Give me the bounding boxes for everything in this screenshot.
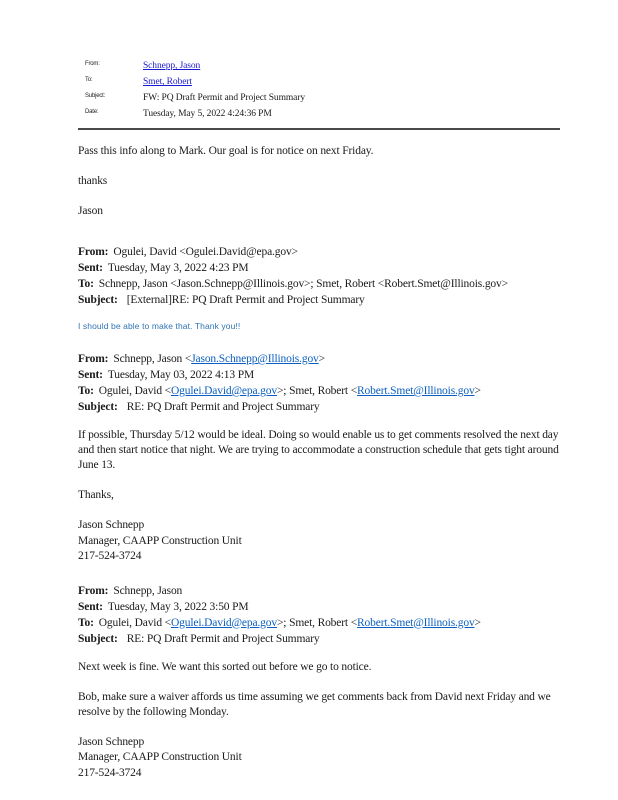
quoted-3-to-label: To: [78,616,94,629]
meta-subject-label: Subject: [85,92,106,99]
quoted-2-signature [78,518,560,565]
header-divider [78,128,560,130]
quoted-1-subject-line [78,292,560,308]
email-body [78,144,560,781]
quoted-3-sent-label: Sent: [78,600,103,613]
quoted-2-sent-value: Tuesday, May 03, 2022 4:13 PM [107,369,255,381]
meta-to-link[interactable]: Smet, Robert [143,77,192,87]
quoted-2-subject-line [78,399,560,415]
quoted-3-to-post: > [474,616,481,629]
signature-name: Jason Schnepp [78,519,145,531]
quoted-3-sent-value: Tuesday, May 3, 2022 3:50 PM [107,600,249,613]
quoted-3-to-mid: >; Smet, Robert < [276,616,358,629]
quoted-3-from-line [78,583,560,599]
quoted-3-to-email-link-2[interactable]: Robert.Smet@Illinois.gov [357,616,475,629]
quoted-1-to-line [78,276,560,292]
quoted-3-from-label: From: [78,584,109,597]
quoted-2-body-paragraph: If possible, Thursday 5/12 would be ideal. Doing so would enable us to get comments resolved the next day and then start notice that night. We are trying to accommodate a construction schedule that gets tight around June 13. [78,429,559,471]
quoted-1-to-value: Schnepp, Jason <Jason.Schnepp@Illinois.gov>; Smet, Robert <Robert.Smet@Illinois.gov> [98,278,508,290]
top-message-paragraph: Pass this info along to Mark. Our goal is for notice on next Friday. [78,145,374,157]
quoted-2-from-label: From: [78,353,109,365]
meta-from-link[interactable]: Schnepp, Jason [143,61,201,71]
quoted-1-subject-label: Subject: [78,294,118,306]
quoted-2-to-pre: Ogulei, David < [98,385,172,397]
quoted-3-body-paragraph-1: Next week is fine. We want this sorted out before we go to notice. [78,660,372,673]
quoted-2-sent-line [78,367,560,383]
quoted-1-from-line [78,244,560,260]
meta-row-to [85,73,560,89]
quoted-2-from-post: > [318,353,325,365]
meta-row-from [85,57,560,73]
quoted-header-2 [78,351,560,415]
quoted-3-to-email-link-1[interactable]: Ogulei.David@epa.gov [171,616,277,629]
signature-phone: 217-524-3724 [78,550,142,562]
quoted-3-subject-label: Subject: [78,632,118,645]
quoted-header-3 [78,583,560,647]
quoted-3-to-line [78,615,560,631]
quoted-3-body-paragraph-2: Bob, make sure a waiver affords us time assuming we get comments back from David next Friday and we resolve by the following Monday. [78,690,551,718]
quoted-2-from-pre: Schnepp, Jason < [113,353,192,365]
quoted-2-to-line [78,383,560,399]
quoted-2-to-post: > [474,385,481,397]
meta-row-subject [85,89,560,105]
quoted-3-subject-line [78,631,560,647]
quoted-2-to-label: To: [78,385,94,397]
meta-subject-value: FW: PQ Draft Permit and Project Summary [143,93,305,103]
quoted-1-sent-value: Tuesday, May 3, 2022 4:23 PM [107,262,249,274]
meta-date-label: Date: [85,108,99,115]
quoted-2-subject-label: Subject: [78,401,118,413]
quoted-2-to-mid: >; Smet, Robert < [276,385,358,397]
signature-name: Jason Schnepp [78,735,145,748]
meta-date-value: Tuesday, May 5, 2022 4:24:36 PM [143,109,272,119]
quoted-1-to-label: To: [78,278,94,290]
signature-phone: 217-524-3724 [78,766,142,779]
email-meta-header [85,57,560,121]
quoted-3-sent-line [78,599,560,615]
signature-title: Manager, CAAPP Construction Unit [78,751,242,763]
quoted-2-to-email-link-2[interactable]: Robert.Smet@Illinois.gov [357,385,475,397]
meta-row-date [85,105,560,121]
meta-from-label: From: [85,60,100,67]
quoted-3-to-pre: Ogulei, David < [98,616,172,629]
top-message-signoff: Jason [78,205,103,217]
quoted-1-sent-label: Sent: [78,262,103,274]
quoted-2-thanks: Thanks, [78,489,114,501]
quoted-2-sent-label: Sent: [78,369,103,381]
signature-title: Manager, CAAPP Construction Unit [78,534,242,547]
quoted-1-from-value: Ogulei, David <Ogulei.David@epa.gov> [113,246,298,258]
top-message-thanks: thanks [78,175,108,187]
quoted-3-subject-value: RE: PQ Draft Permit and Project Summary [126,632,320,645]
quoted-2-to-email-link-1[interactable]: Ogulei.David@epa.gov [171,385,277,397]
quoted-3-from-value: Schnepp, Jason [113,584,183,597]
quoted-3-signature [78,735,560,782]
quoted-1-sent-line [78,260,560,276]
quoted-header-1 [78,244,560,308]
quoted-1-body: I should be able to make that. Thank you!! [78,321,241,331]
quoted-2-from-line [78,351,560,367]
quoted-2-subject-value: RE: PQ Draft Permit and Project Summary [126,401,320,413]
quoted-1-from-label: From: [78,246,109,258]
meta-to-label: To: [85,76,93,83]
quoted-2-from-email-link[interactable]: Jason.Schnepp@Illinois.gov [191,353,319,365]
quoted-1-subject-value: [External]RE: PQ Draft Permit and Project Summary [126,294,365,306]
